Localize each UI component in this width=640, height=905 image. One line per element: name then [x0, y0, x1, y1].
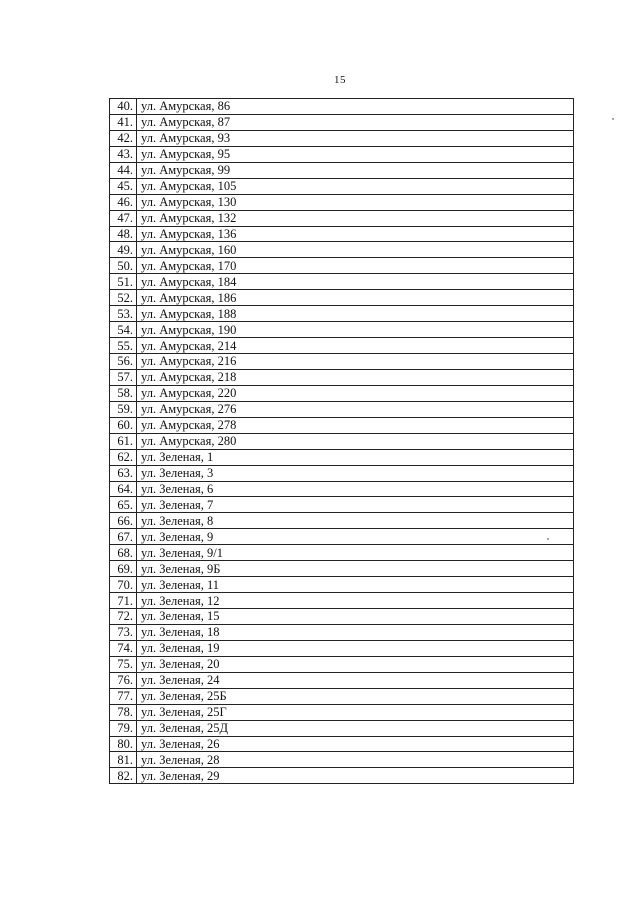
row-number: 58. — [110, 385, 137, 401]
row-address: ул. Амурская, 86 — [137, 99, 574, 115]
table-row — [110, 306, 574, 322]
row-number: 45. — [110, 178, 137, 194]
row-address: ул. Зеленая, 6 — [137, 481, 574, 497]
row-number: 78. — [110, 704, 137, 720]
address-table — [109, 98, 574, 784]
row-address: ул. Амурская, 93 — [137, 130, 574, 146]
table-row — [110, 178, 574, 194]
table-row — [110, 258, 574, 274]
row-number: 50. — [110, 258, 137, 274]
row-address: ул. Амурская, 280 — [137, 433, 574, 449]
row-address: ул. Зеленая, 12 — [137, 593, 574, 609]
table-row — [110, 433, 574, 449]
table-row — [110, 338, 574, 354]
table-row — [110, 624, 574, 640]
table-row — [110, 736, 574, 752]
row-number: 82. — [110, 768, 137, 784]
row-address: ул. Зеленая, 26 — [137, 736, 574, 752]
table-row — [110, 210, 574, 226]
row-address: ул. Зеленая, 25Д — [137, 720, 574, 736]
row-number: 59. — [110, 401, 137, 417]
row-address: ул. Амурская, 218 — [137, 369, 574, 385]
row-number: 53. — [110, 306, 137, 322]
row-number: 80. — [110, 736, 137, 752]
row-number: 44. — [110, 162, 137, 178]
row-address: ул. Зеленая, 7 — [137, 497, 574, 513]
row-address: ул. Зеленая, 9Б — [137, 561, 574, 577]
row-address: ул. Амурская, 220 — [137, 385, 574, 401]
row-address: ул. Зеленая, 8 — [137, 513, 574, 529]
row-number: 72. — [110, 609, 137, 625]
row-number: 43. — [110, 146, 137, 162]
row-address: ул. Зеленая, 24 — [137, 672, 574, 688]
row-address: ул. Зеленая, 9 — [137, 529, 574, 545]
table-row — [110, 242, 574, 258]
row-address: ул. Амурская, 186 — [137, 290, 574, 306]
row-number: 79. — [110, 720, 137, 736]
table-row — [110, 449, 574, 465]
row-number: 47. — [110, 210, 137, 226]
table-row — [110, 481, 574, 497]
row-address: ул. Амурская, 132 — [137, 210, 574, 226]
row-address: ул. Зеленая, 20 — [137, 656, 574, 672]
table-row — [110, 354, 574, 370]
row-number: 76. — [110, 672, 137, 688]
table-row — [110, 720, 574, 736]
row-number: 52. — [110, 290, 137, 306]
row-address: ул. Амурская, 95 — [137, 146, 574, 162]
row-number: 55. — [110, 338, 137, 354]
table-row — [110, 162, 574, 178]
row-number: 49. — [110, 242, 137, 258]
table-row — [110, 577, 574, 593]
row-number: 70. — [110, 577, 137, 593]
table-row — [110, 146, 574, 162]
row-number: 77. — [110, 688, 137, 704]
row-number: 60. — [110, 417, 137, 433]
table-row — [110, 593, 574, 609]
table-row — [110, 545, 574, 561]
row-number: 48. — [110, 226, 137, 242]
row-number: 67. — [110, 529, 137, 545]
table-row — [110, 768, 574, 784]
row-number: 73. — [110, 624, 137, 640]
row-address: ул. Амурская, 87 — [137, 114, 574, 130]
table-row — [110, 465, 574, 481]
table-row — [110, 385, 574, 401]
scan-speck — [612, 118, 614, 120]
row-number: 51. — [110, 274, 137, 290]
row-number: 57. — [110, 369, 137, 385]
table-row — [110, 640, 574, 656]
row-address: ул. Амурская, 170 — [137, 258, 574, 274]
row-address: ул. Амурская, 130 — [137, 194, 574, 210]
row-number: 66. — [110, 513, 137, 529]
row-number: 40. — [110, 99, 137, 115]
row-address: ул. Зеленая, 19 — [137, 640, 574, 656]
row-address: ул. Зеленая, 11 — [137, 577, 574, 593]
table-row — [110, 194, 574, 210]
table-row — [110, 290, 574, 306]
row-address: ул. Зеленая, 15 — [137, 609, 574, 625]
table-row — [110, 529, 574, 545]
table-row — [110, 114, 574, 130]
table-row — [110, 226, 574, 242]
row-address: ул. Зеленая, 18 — [137, 624, 574, 640]
row-address: ул. Амурская, 188 — [137, 306, 574, 322]
row-number: 63. — [110, 465, 137, 481]
row-number: 64. — [110, 481, 137, 497]
table-row — [110, 752, 574, 768]
row-address: ул. Зеленая, 3 — [137, 465, 574, 481]
table-row — [110, 322, 574, 338]
row-number: 62. — [110, 449, 137, 465]
page-number: 15 — [334, 74, 346, 86]
table-row — [110, 704, 574, 720]
row-address: ул. Зеленая, 9/1 — [137, 545, 574, 561]
row-address: ул. Амурская, 216 — [137, 354, 574, 370]
table-row — [110, 497, 574, 513]
row-address: ул. Зеленая, 25Б — [137, 688, 574, 704]
row-number: 75. — [110, 656, 137, 672]
row-address: ул. Зеленая, 25Г — [137, 704, 574, 720]
row-address: ул. Амурская, 190 — [137, 322, 574, 338]
row-number: 69. — [110, 561, 137, 577]
row-number: 74. — [110, 640, 137, 656]
table-row — [110, 130, 574, 146]
table-row — [110, 99, 574, 115]
table-row — [110, 672, 574, 688]
table-row — [110, 401, 574, 417]
row-number: 68. — [110, 545, 137, 561]
row-number: 71. — [110, 593, 137, 609]
row-address: ул. Амурская, 99 — [137, 162, 574, 178]
table-row — [110, 656, 574, 672]
row-number: 81. — [110, 752, 137, 768]
row-address: ул. Амурская, 160 — [137, 242, 574, 258]
row-number: 42. — [110, 130, 137, 146]
row-number: 61. — [110, 433, 137, 449]
row-address: ул. Зеленая, 29 — [137, 768, 574, 784]
row-number: 41. — [110, 114, 137, 130]
row-address: ул. Зеленая, 28 — [137, 752, 574, 768]
row-address: ул. Зеленая, 1 — [137, 449, 574, 465]
row-number: 46. — [110, 194, 137, 210]
row-address: ул. Амурская, 105 — [137, 178, 574, 194]
table-row — [110, 274, 574, 290]
row-number: 56. — [110, 354, 137, 370]
address-table-body — [110, 99, 574, 784]
row-address: ул. Амурская, 214 — [137, 338, 574, 354]
row-address: ул. Амурская, 278 — [137, 417, 574, 433]
row-address: ул. Амурская, 136 — [137, 226, 574, 242]
table-row — [110, 688, 574, 704]
table-row — [110, 513, 574, 529]
row-address: ул. Амурская, 276 — [137, 401, 574, 417]
scan-speck — [547, 538, 549, 540]
table-row — [110, 417, 574, 433]
table-row — [110, 369, 574, 385]
table-row — [110, 609, 574, 625]
table-row — [110, 561, 574, 577]
row-address: ул. Амурская, 184 — [137, 274, 574, 290]
row-number: 54. — [110, 322, 137, 338]
row-number: 65. — [110, 497, 137, 513]
